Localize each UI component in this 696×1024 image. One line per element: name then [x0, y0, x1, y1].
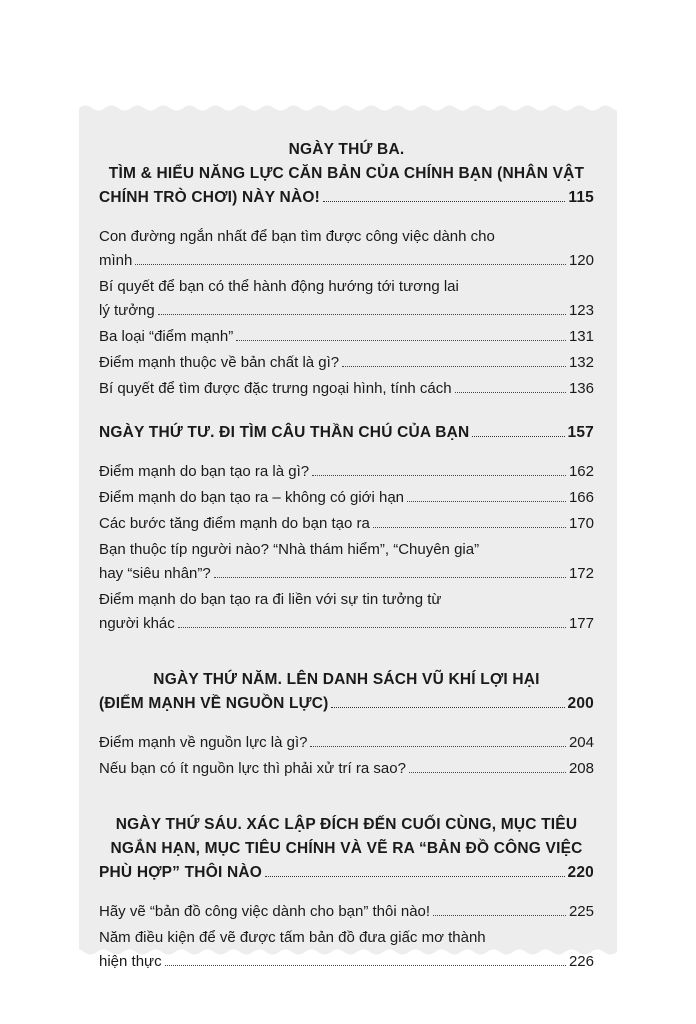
entry-text-line: Hãy vẽ “bản đồ công việc dành cho bạn” thôi nào!: [99, 903, 431, 920]
toc-entry[interactable]: [99, 325, 594, 349]
entry-leader-row: [99, 486, 594, 510]
section-heading-day6[interactable]: [99, 813, 594, 885]
page-number: 172: [568, 565, 594, 582]
entry-leader-row: [99, 377, 594, 401]
section-title-line: (ĐIỂM MẠNH VỀ NGUỒN LỰC): [99, 695, 329, 712]
toc-entry[interactable]: [99, 900, 594, 924]
section-title-leader-row: [99, 861, 594, 885]
entry-leader-row: [99, 950, 594, 974]
toc-entry[interactable]: [99, 486, 594, 510]
dot-leader: [472, 436, 564, 437]
entry-text-line: Điểm mạnh do bạn tạo ra – không có giới hạn: [99, 489, 405, 506]
dot-leader: [310, 746, 565, 747]
dot-leader: [342, 366, 566, 367]
dot-leader: [158, 314, 566, 315]
entry-leader-row: [99, 460, 594, 484]
dot-leader: [409, 772, 566, 773]
page-number: 123: [568, 302, 594, 319]
section-title-leader-row: [99, 186, 594, 210]
page-number: 225: [568, 903, 594, 920]
entry-leader-row: [99, 612, 594, 636]
toc-entry[interactable]: [99, 757, 594, 781]
entry-text-line: Nếu bạn có ít nguồn lực thì phải xử trí ra sao?: [99, 760, 406, 777]
page-number: 200: [567, 695, 594, 712]
entry-text-line: Bí quyết để tìm được đặc trưng ngoại hình, tính cách: [99, 380, 452, 397]
section-title-line: NGÀY THỨ NĂM. LÊN DANH SÁCH VŨ KHÍ LỢI HẠI: [153, 671, 540, 688]
entry-text-line: lý tưởng: [99, 302, 155, 319]
entry-text-line: Điểm mạnh thuộc về bản chất là gì?: [99, 354, 340, 371]
section-title-line: TÌM & HIỂU NĂNG LỰC CĂN BẢN CỦA CHÍNH BẠN (NHÂN VẬT: [108, 165, 585, 182]
toc-entry[interactable]: [99, 377, 594, 401]
entry-leader-row: [99, 757, 594, 781]
dot-leader: [323, 201, 565, 202]
page-number: 132: [568, 354, 594, 371]
entry-leader-row: [99, 900, 594, 924]
entry-text-line: Bí quyết để bạn có thể hành động hướng tới tương lai: [99, 278, 459, 295]
entry-leader-row: [99, 325, 594, 349]
dot-leader: [265, 876, 565, 877]
dot-leader: [178, 627, 566, 628]
page-number: 131: [568, 328, 594, 345]
toc-entry[interactable]: [99, 460, 594, 484]
section-title-line: NGÀY THỨ BA.: [288, 141, 405, 158]
page-number: 162: [568, 463, 594, 480]
page-number: 166: [568, 489, 594, 506]
dot-leader: [331, 707, 564, 708]
dot-leader: [312, 475, 566, 476]
entry-leader-row: [99, 249, 594, 273]
page-number: 226: [568, 953, 594, 970]
entry-text-line: Bạn thuộc típ người nào? “Nhà thám hiểm”, “Chuyên gia”: [99, 541, 480, 558]
section-heading-day4[interactable]: [99, 421, 594, 445]
section-heading-day5[interactable]: [99, 668, 594, 716]
toc-entry[interactable]: [99, 512, 594, 536]
dot-leader: [135, 264, 566, 265]
page-number: 220: [567, 864, 594, 881]
page-number: 208: [568, 760, 594, 777]
dot-leader: [407, 501, 566, 502]
entry-leader-row: [99, 351, 594, 375]
section-heading-day3[interactable]: [99, 138, 594, 210]
entry-text-line: hiện thực: [99, 953, 162, 970]
toc-entry[interactable]: [99, 731, 594, 755]
entry-text-line: hay “siêu nhân”?: [99, 565, 211, 582]
dot-leader: [236, 340, 566, 341]
toc-entry[interactable]: [99, 538, 594, 586]
page-number: 115: [568, 189, 594, 206]
section-title-leader-row: [99, 692, 594, 716]
page-number: 136: [568, 380, 594, 397]
dot-leader: [433, 915, 566, 916]
section-title-line: PHÙ HỢP” THÔI NÀO: [99, 864, 263, 881]
toc-entry[interactable]: [99, 351, 594, 375]
dot-leader: [214, 577, 566, 578]
entry-text-line: Điểm mạnh về nguồn lực là gì?: [99, 734, 308, 751]
toc-entry[interactable]: [99, 275, 594, 323]
page-number: 170: [568, 515, 594, 532]
dot-leader: [455, 392, 566, 393]
section-title-leader-row: [99, 421, 594, 445]
section-title-line: NGÀY THỨ SÁU. XÁC LẬP ĐÍCH ĐẾN CUỐI CÙNG, MỤC TIÊU: [115, 816, 578, 833]
entry-text-line: Điểm mạnh do bạn tạo ra đi liền với sự tin tưởng từ: [99, 591, 442, 608]
section-title-line: CHÍNH TRÒ CHƠI) NÀY NÀO!: [99, 189, 320, 206]
entry-text-line: mình: [99, 252, 133, 269]
page-number: 177: [568, 615, 594, 632]
entry-text-line: Ba loại “điểm mạnh”: [99, 328, 234, 345]
toc-paper: [79, 100, 617, 970]
toc-entry[interactable]: [99, 926, 594, 974]
toc-content: [99, 138, 594, 974]
entry-text-line: Năm điều kiện để vẽ được tấm bản đồ đưa giấc mơ thành: [99, 929, 486, 946]
dot-leader: [165, 965, 566, 966]
toc-entry[interactable]: [99, 225, 594, 273]
page-number: 204: [568, 734, 594, 751]
page-number: 120: [568, 252, 594, 269]
entry-leader-row: [99, 512, 594, 536]
entry-text-line: Con đường ngắn nhất để bạn tìm được công việc dành cho: [99, 228, 495, 245]
section-title-line: NGÀY THỨ TƯ. ĐI TÌM CÂU THẦN CHÚ CỦA BẠN: [99, 424, 470, 441]
section-title-line: NGẮN HẠN, MỤC TIÊU CHÍNH VÀ VẼ RA “BẢN ĐỒ CÔNG VIỆC: [110, 840, 583, 857]
entry-text-line: Các bước tăng điểm mạnh do bạn tạo ra: [99, 515, 370, 532]
entry-leader-row: [99, 299, 594, 323]
entry-text-line: người khác: [99, 615, 175, 632]
toc-entry[interactable]: [99, 588, 594, 636]
entry-leader-row: [99, 731, 594, 755]
dot-leader: [373, 527, 566, 528]
page-number: 157: [567, 424, 594, 441]
entry-leader-row: [99, 562, 594, 586]
entry-text-line: Điểm mạnh do bạn tạo ra là gì?: [99, 463, 310, 480]
